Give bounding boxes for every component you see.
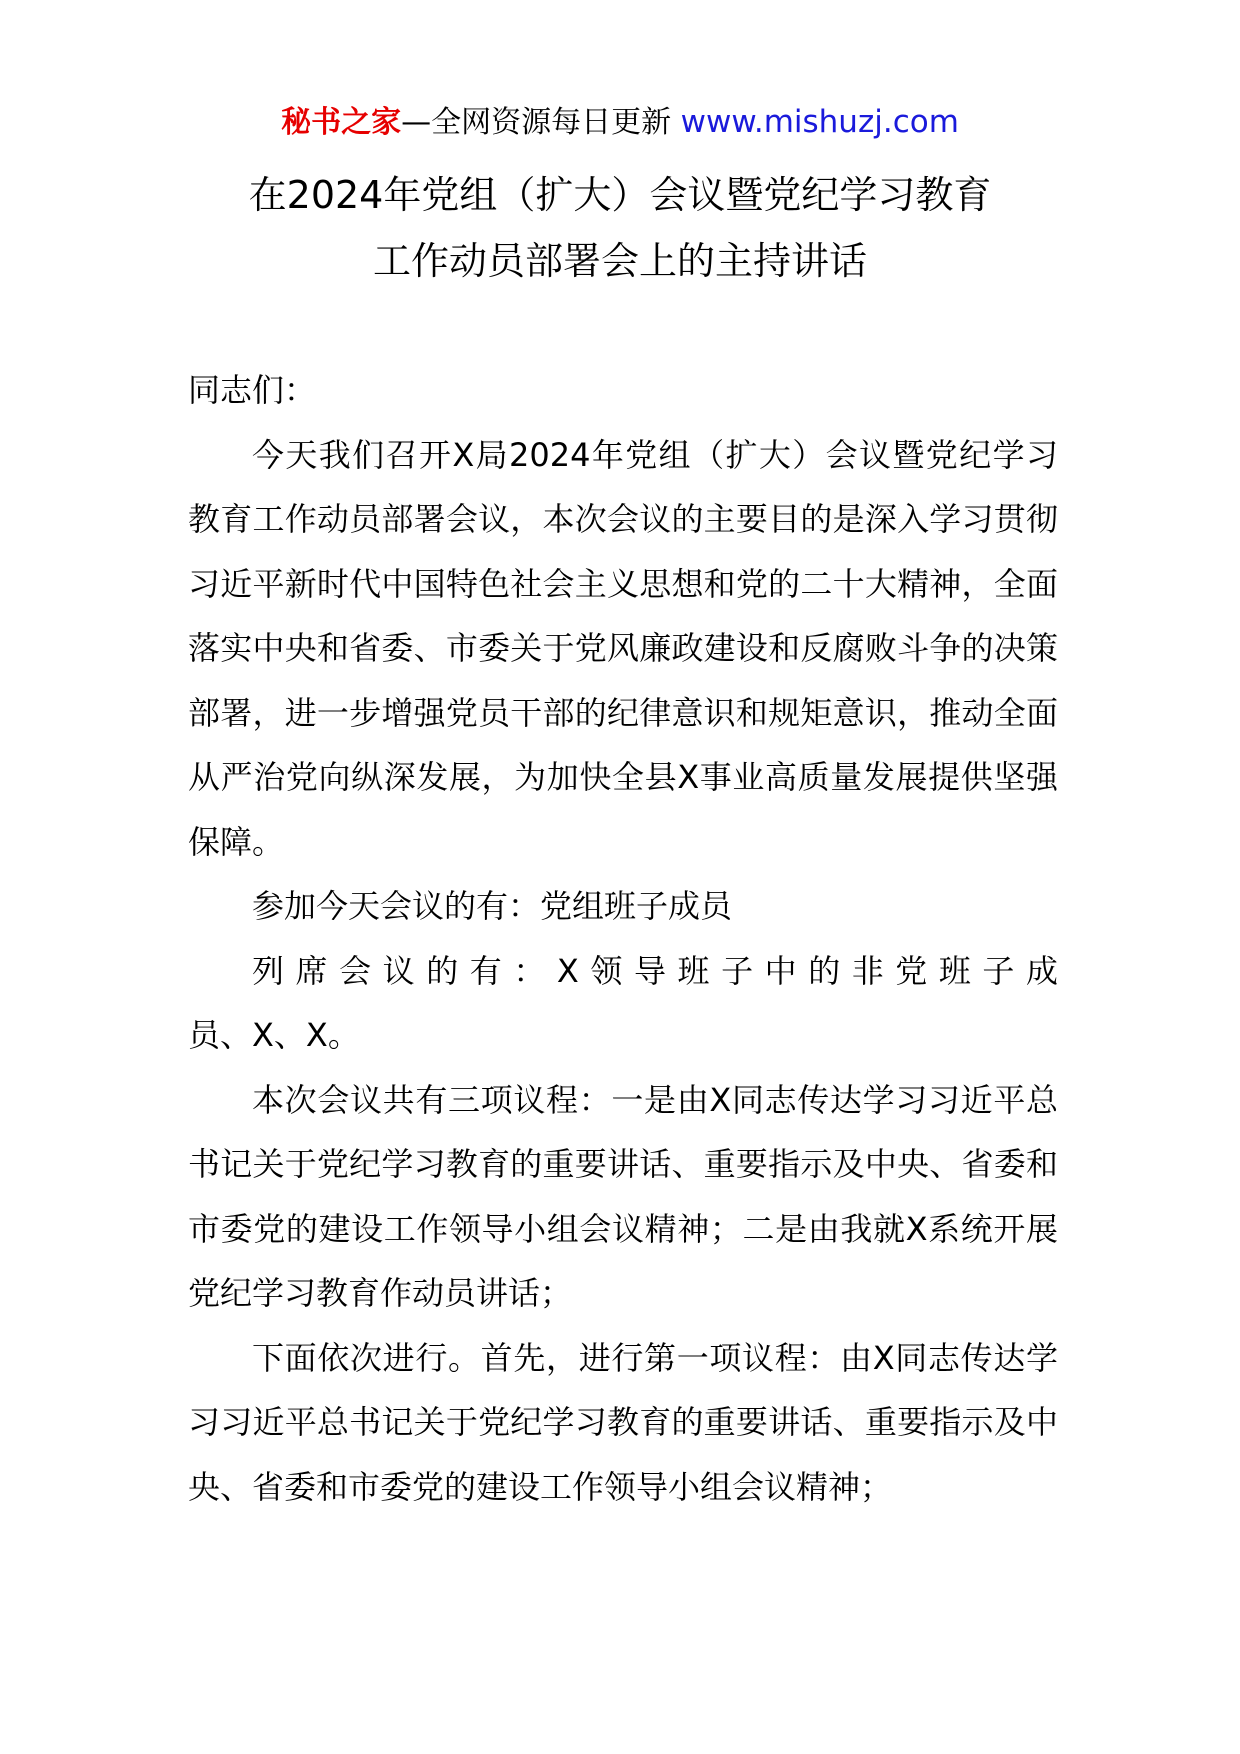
document-body	[188, 358, 1058, 1519]
document-title	[100, 162, 1140, 294]
title-line-1: 在2024年党组（扩大）会议暨党纪学习教育	[248, 173, 992, 217]
paragraph-observers-line2: 员、X、X。	[188, 1016, 360, 1054]
salutation: 同志们：	[188, 371, 317, 409]
title-line-2: 工作动员部署会上的主持讲话	[372, 239, 867, 283]
site-brand: 秘书之家	[281, 105, 402, 140]
site-url-link[interactable]: www.mishuzj.com	[680, 104, 959, 140]
paragraph-first-item: 下面依次进行。首先，进行第一项议程：由X同志传达学习习近平总书记关于党纪学习教育的重要讲话、重要指示及中央、省委和市委党的建设工作领导小组会议精神；	[188, 1338, 1058, 1506]
paragraph-attendees: 参加今天会议的有：党组班子成员	[252, 887, 733, 925]
paragraph-observers-line1: 列席会议的有：X领导班子中的非党班子成	[252, 951, 1058, 990]
paragraph-agenda: 本次会议共有三项议程：一是由X同志传达学习习近平总书记关于党纪学习教育的重要讲话、重要指示及中央、省委和市委党的建设工作领导小组会议精神；二是由我就X系统开展党纪学习教育作动员讲话；	[188, 1080, 1058, 1312]
paragraph-purpose: 今天我们召开X局2024年党组（扩大）会议暨党纪学习教育工作动员部署会议，本次会议的主要目的是深入学习贯彻习近平新时代中国特色社会主义思想和党的二十大精神，全面落实中央和省委、市委关于党风廉政建设和反腐败斗争的决策部署，进一步增强党员干部的纪律意识和规矩意识，推动全面从严治党向纵深发展，为加快全县X事业高质量发展提供坚强保障。	[188, 435, 1058, 861]
site-header	[0, 100, 1240, 145]
site-tagline: —全网资源每日更新	[401, 105, 672, 140]
